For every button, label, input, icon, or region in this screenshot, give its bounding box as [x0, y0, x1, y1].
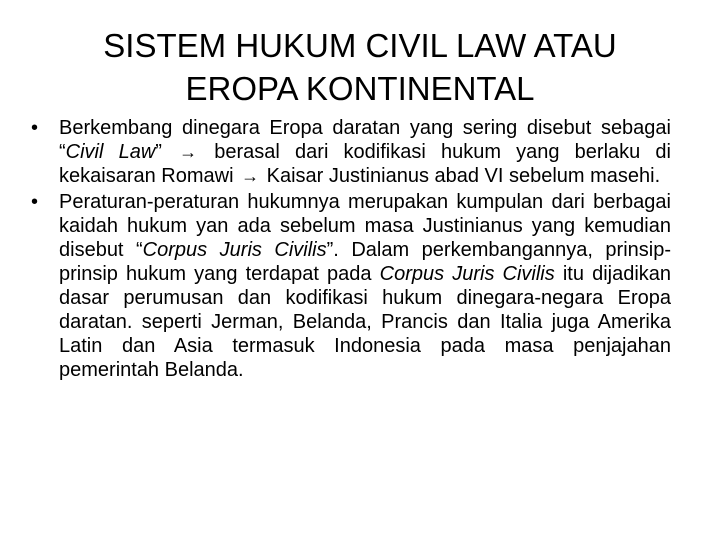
bullet-1-italic-civil-law: Civil Law	[65, 141, 156, 163]
bullet-1-text-c: berasal dari kodifikasi hukum yang berlaku di kekaisaran Romawi	[59, 141, 671, 187]
bullet-item-1	[30, 116, 671, 188]
bullet-item-2	[30, 190, 671, 382]
right-arrow-icon: →	[179, 142, 198, 162]
bullet-2-italic-corpus-1: Corpus Juris Civilis	[142, 239, 327, 261]
bullet-dot-icon: •	[31, 117, 39, 139]
bullet-2-text-c: itu dijadikan dasar perumusan dan kodifikasi hukum dinegara-negara Eropa daratan. seperti Jerman, Belanda, Prancis dan Italia juga Amerika Latin dan Asia termasuk Indonesia pada masa penjajahan pemerintah Belanda.	[59, 263, 672, 381]
bullet-dot-icon: •	[31, 191, 39, 213]
bullet-1-text-a: Berkembang dinegara Eropa daratan yang sering disebut sebagai “	[59, 117, 671, 163]
bullet-2-text-a: Peraturan-peraturan hukumnya merupakan kumpulan dari berbagai kaidah hukum yan ada sebelum masa Justinianus yang kemudian disebut “	[59, 191, 671, 261]
bullet-2-italic-corpus-2: Corpus Juris Civilis	[379, 263, 555, 285]
bullet-2-text-b: ”. Dalam perkembangannya, prinsip-prinsip hukum yang terdapat pada	[59, 239, 671, 285]
right-arrow-icon: →	[241, 166, 260, 186]
bullet-1-text-d: Kaisar Justinianus abad VI sebelum masehi.	[261, 165, 661, 187]
bullet-list	[30, 116, 671, 384]
title-line-2: EROPA KONTINENTAL	[185, 70, 535, 107]
slide-title	[30, 24, 690, 110]
bullet-1-text-b: ”	[155, 141, 162, 163]
title-line-1: SISTEM HUKUM CIVIL LAW ATAU	[103, 27, 617, 64]
